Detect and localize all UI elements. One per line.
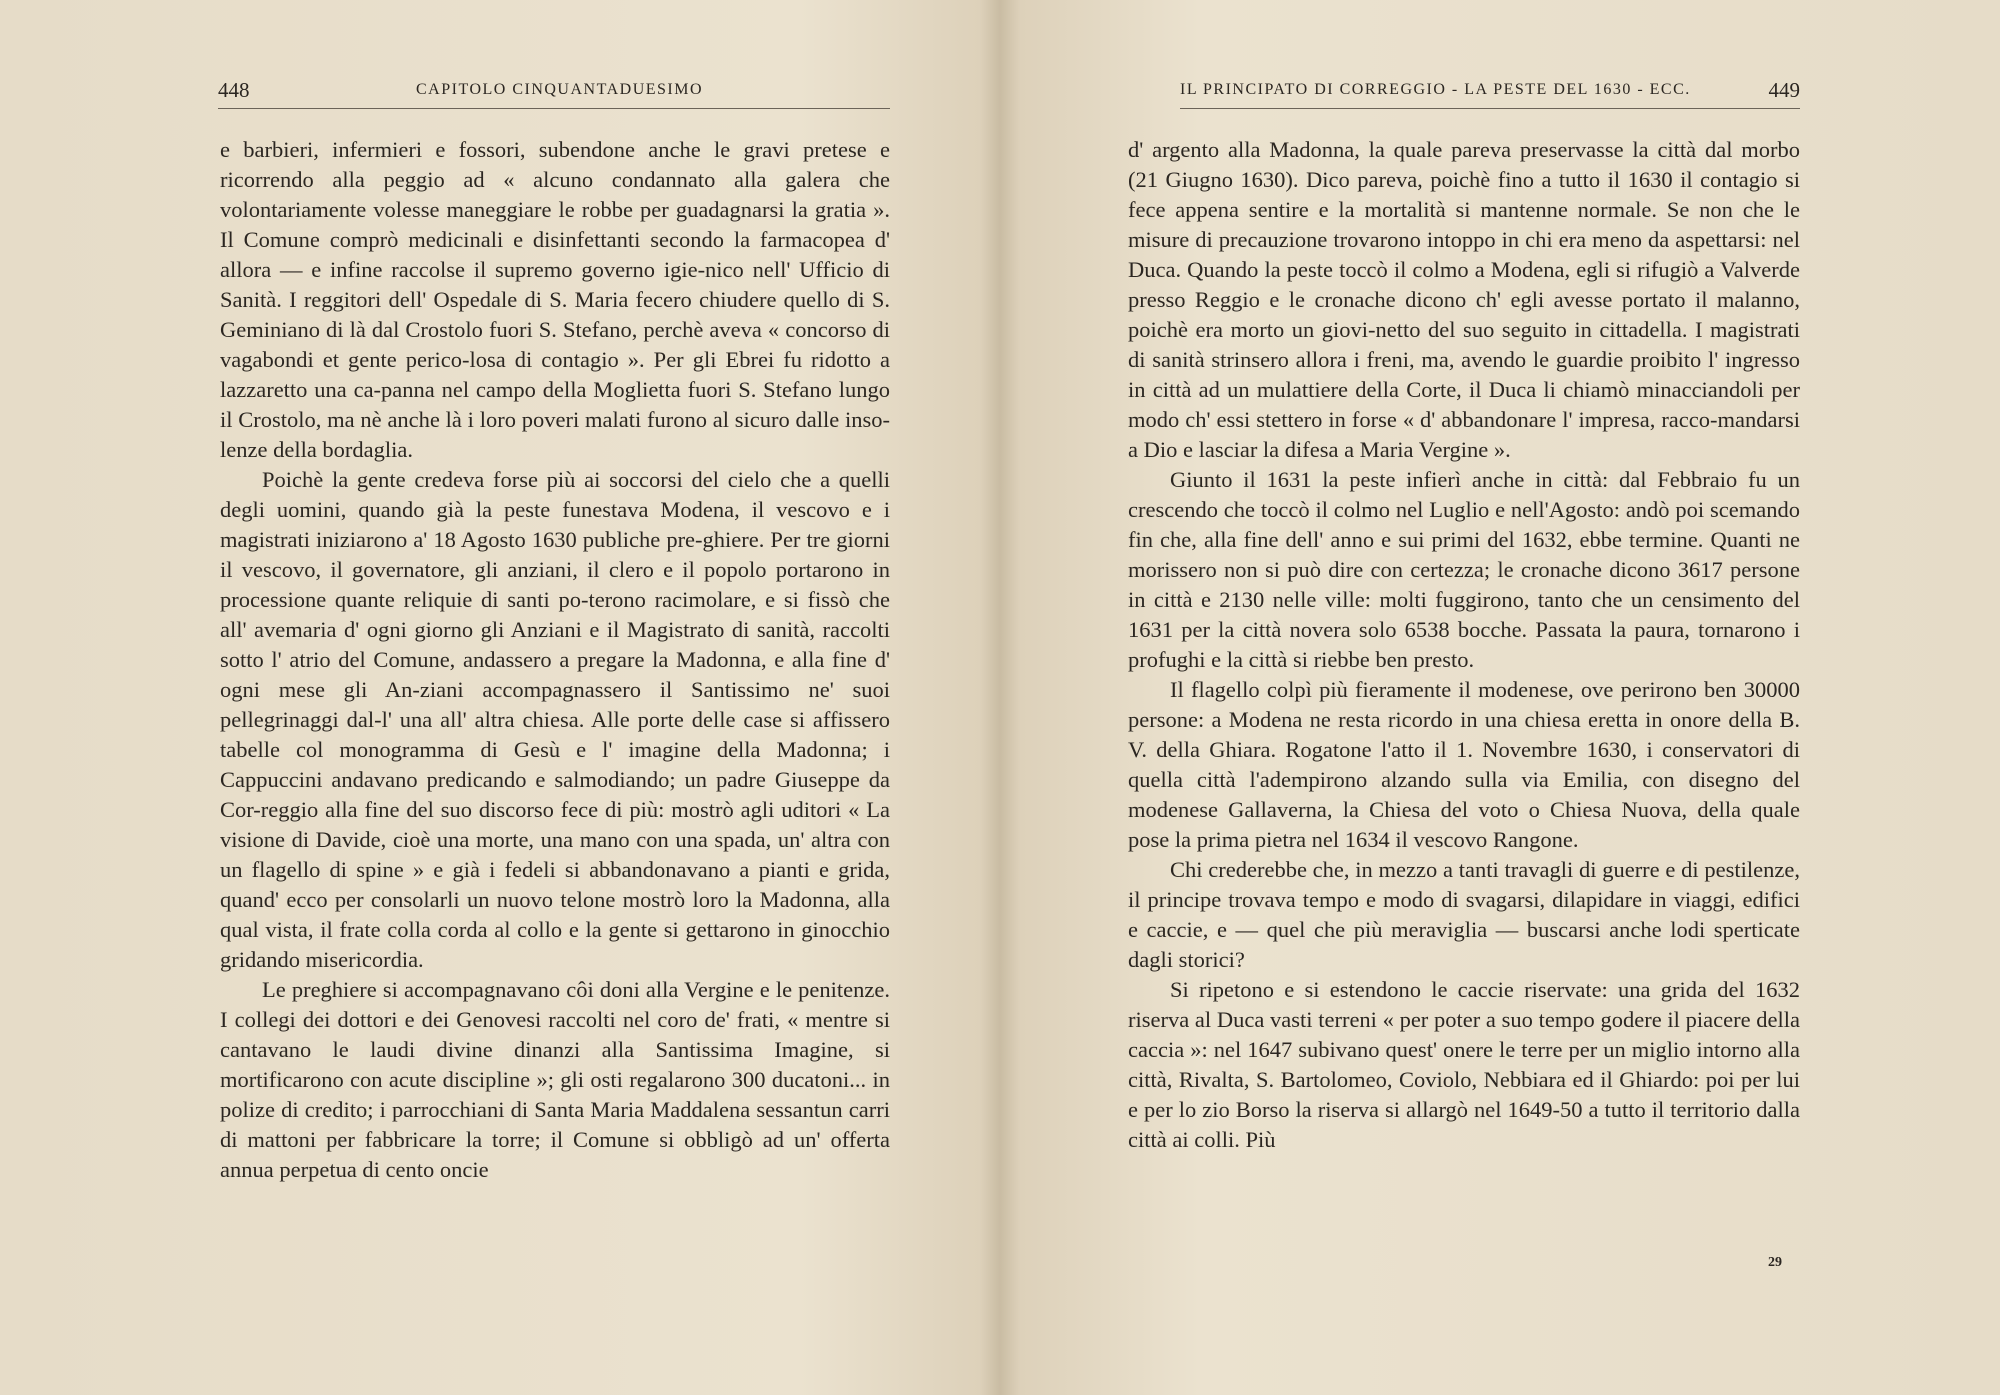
left-page-number: 448 bbox=[218, 78, 250, 102]
right-paragraph-4: Chi crederebbe che, in mezzo a tanti travagli di guerre e di pestilenze, il principe trovava tempo e modo di svagarsi, dilapidare in viaggi, edifici e caccie, e — quel che più meraviglia — buscarsi anche lodi sperticate dagli storici? bbox=[1128, 857, 1800, 972]
left-paragraph-3: Le preghiere si accompagnavano côi doni alla Vergine e le penitenze. I collegi dei dottori e dei Genovesi raccolti nel coro de' frati, « mentre si cantavano le laudi divine dinanzi alla Santissima Imagine, si mortificarono con acute discipline »; gli osti regalarono 300 ducatoni... in polize di credito; i parrocchiani di Santa Maria Maddalena sessantun carri di mattoni per fabbricare la torre; il Comune si obbligò ad un' offerta annua perpetua di cento oncie bbox=[220, 977, 890, 1182]
right-page-number: 449 bbox=[1768, 78, 1800, 102]
right-paragraph-5: Si ripetono e si estendono le caccie riservate: una grida del 1632 riserva al Duca vasti terreni « per poter a suo tempo godere il piacere della caccia »: nel 1647 subivano quest' onere le terre per un miglio intorno alla città, Rivalta, S. Bartolomeo, Coviolo, Nebbiara ed il Ghiardo: poi per lui e per lo zio Borso la riserva si allargò nel 1649-50 a tutto il territorio dalla città ai colli. Più bbox=[1128, 977, 1800, 1152]
left-running-title: CAPITOLO CINQUANTADUESIMO bbox=[416, 81, 704, 98]
right-page bbox=[1000, 0, 2000, 1395]
signature-mark: 29 bbox=[1768, 1255, 1782, 1270]
left-page-body bbox=[220, 135, 890, 1185]
right-paragraph-1: d' argento alla Madonna, la quale pareva preservasse la città dal morbo (21 Giugno 1630). Dico pareva, poichè fino a tutto il 1630 il contagio si fece appena sentire e la mortalità si mantenne normale. Se non che le misure di precauzione trovarono intoppo in chi era meno da aspettarsi: nel Duca. Quando la peste toccò il colmo a Modena, egli si rifugiò a Valverde presso Reggio e le cronache dicono ch' egli avesse portato il malanno, poichè era morto un giovi-netto del suo seguito in cittadella. I magistrati di sanità strinsero allora i freni, ma, avendo le guardie proibito l' ingresso in città ad un mulattiere della Corte, il Duca li chiamò minacciandoli per modo ch' essi stettero in forse « d' abbandonare l' impresa, racco-mandarsi a Dio e lasciar la difesa a Maria Vergine ». bbox=[1128, 137, 1800, 462]
left-paragraph-2: Poichè la gente credeva forse più ai soccorsi del cielo che a quelli degli uomini, quando già la peste funestava Modena, il vescovo e i magistrati iniziarono a' 18 Agosto 1630 publiche pre-ghiere. Per tre giorni il vescovo, il governatore, gli anziani, il clero e il popolo portarono in processione quante reliquie di santi po-terono racimolare, e si fissò che all' avemaria d' ogni giorno gli Anziani e il Magistrato di sanità, raccolti sotto l' atrio del Comune, andassero a pregare la Madonna, e alla fine d' ogni mese gli An-ziani accompagnassero il Santissimo ne' suoi pellegrinaggi dal-l' una all' altra chiesa. Alle porte delle case si affissero tabelle col monogramma di Gesù e l' imagine della Madonna; i Cappuccini andavano predicando e salmodiando; un padre Giuseppe da Cor-reggio alla fine del suo discorso fece di più: mostrò agli uditori « La visione di Davide, cioè una morte, una mano con una spada, un' altra con un flagello di spine » e già i fedeli si abbandonavano a pianti e grida, quand' ecco per consolarli un nuovo telone mostrò loro la Madonna, alla qual vista, il frate colla corda al collo e la gente si gettarono in ginocchio gridando misericordia. bbox=[220, 467, 890, 972]
left-page-header bbox=[218, 76, 890, 109]
right-paragraph-2: Giunto il 1631 la peste infierì anche in città: dal Febbraio fu un crescendo che toccò il colmo nel Luglio e nell'Agosto: andò poi scemando fin che, alla fine dell' anno e sui primi del 1632, ebbe termine. Quanti ne morissero non si può dire con certezza; le cronache dicono 3617 persone in città e 2130 nelle ville: molti fuggirono, tanto che un censimento del 1631 per la città novera solo 6538 bocche. Passata la paura, tornarono i profughi e la città si riebbe ben presto. bbox=[1128, 467, 1800, 672]
right-page-header bbox=[1180, 76, 1800, 109]
right-running-title: IL PRINCIPATO DI CORREGGIO - LA PESTE DEL 1630 - ECC. bbox=[1180, 81, 1691, 98]
left-paragraph-1: e barbieri, infermieri e fossori, subendone anche le gravi pretese e ricorrendo alla peggio ad « alcuno condannato alla galera che volontariamente volesse maneggiare le robbe per guadagnarsi la gratia ». Il Comune comprò medicinali e disinfettanti secondo la farmacopea d' allora — e infine raccolse il supremo governo igie-nico nell' Ufficio di Sanità. I reggitori dell' Ospedale di S. Maria fecero chiudere quello di S. Geminiano di là dal Crostolo fuori S. Stefano, perchè aveva « concorso di vagabondi et gente perico-losa di contagio ». Per gli Ebrei fu ridotto a lazzaretto una ca-panna nel campo della Moglietta fuori S. Stefano lungo il Crostolo, ma nè anche là i loro poveri malati furono al sicuro dalle inso-lenze della bordaglia. bbox=[220, 137, 890, 462]
right-paragraph-3: Il flagello colpì più fieramente il modenese, ove perirono ben 30000 persone: a Modena ne resta ricordo in una chiesa eretta in onore della B. V. della Ghiara. Rogatone l'atto il 1. Novembre 1630, i conservatori di quella città l'adempirono alzando sulla via Emilia, con disegno del modenese Gallaverna, la Chiesa del voto o Chiesa Nuova, della quale pose la prima pietra nel 1634 il vescovo Rangone. bbox=[1128, 677, 1800, 852]
right-page-body bbox=[1128, 135, 1800, 1155]
